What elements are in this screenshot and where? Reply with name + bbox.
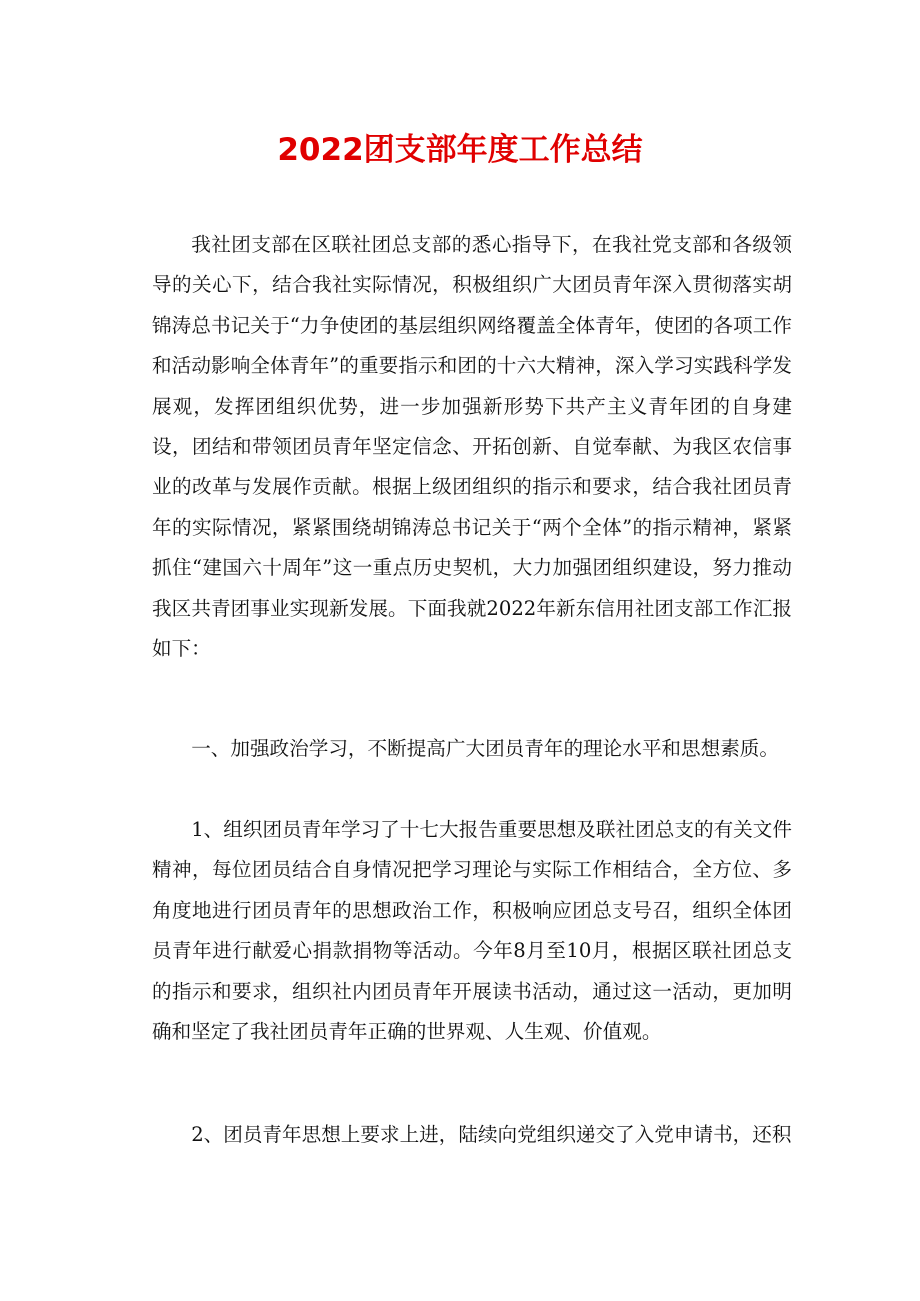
paragraph-item-1 <box>152 810 792 1052</box>
paragraph-intro <box>152 225 792 669</box>
section-heading-1 <box>152 729 792 769</box>
document-title: 2022团支部年度工作总结 <box>277 132 643 168</box>
paragraph-text: 一、加强政治学习，不断提高广大团员青年的理论水平和思想素质。 <box>191 737 779 760</box>
paragraph-text: 2、团员青年思想上要求上进，陆续向党组织递交了入党申请书，还积 <box>191 1123 792 1146</box>
paragraph-text: 1、组织团员青年学习了十七大报告重要思想及联社团总支的有关文件精神，每位团员结合自身情况把学习理论与实际工作相结合，全方位、多角度地进行团员青年的思想政治工作，积极响应团总支号召，组织全体团员青年进行献爱心捐款捐物等活动。今年8月至10月，根据区联社团总支的指示和要求，组织社内团员青年开展读书活动，通过这一活动，更加明确和坚定了我社团员青年正确的世界观、人生观、价值观。 <box>152 818 792 1044</box>
paragraph-text: 我社团支部在区联社团总支部的悉心指导下，在我社党支部和各级领导的关心下，结合我社实际情况，积极组织广大团员青年深入贯彻落实胡锦涛总书记关于“力争使团的基层组织网络覆盖全体青年，使团的各项工作和活动影响全体青年”的重要指示和团的十六大精神，深入学习实践科学发展观，发挥团组织优势，进一步加强新形势下共产主义青年团的自身建设，团结和带领团员青年坚定信念、开拓创新、自觉奉献、为我区农信事业的改革与发展作贡献。根据上级团组织的指示和要求，结合我社团员青年的实际情况，紧紧围绕胡锦涛总书记关于“两个全体”的指示精神，紧紧抓住“建国六十周年”这一重点历史契机，大力加强团组织建设，努力推动我区共青团事业实现新发展。下面我就2022年新东信用社团支部工作汇报如下： <box>152 233 792 661</box>
paragraph-item-2 <box>152 1115 792 1155</box>
